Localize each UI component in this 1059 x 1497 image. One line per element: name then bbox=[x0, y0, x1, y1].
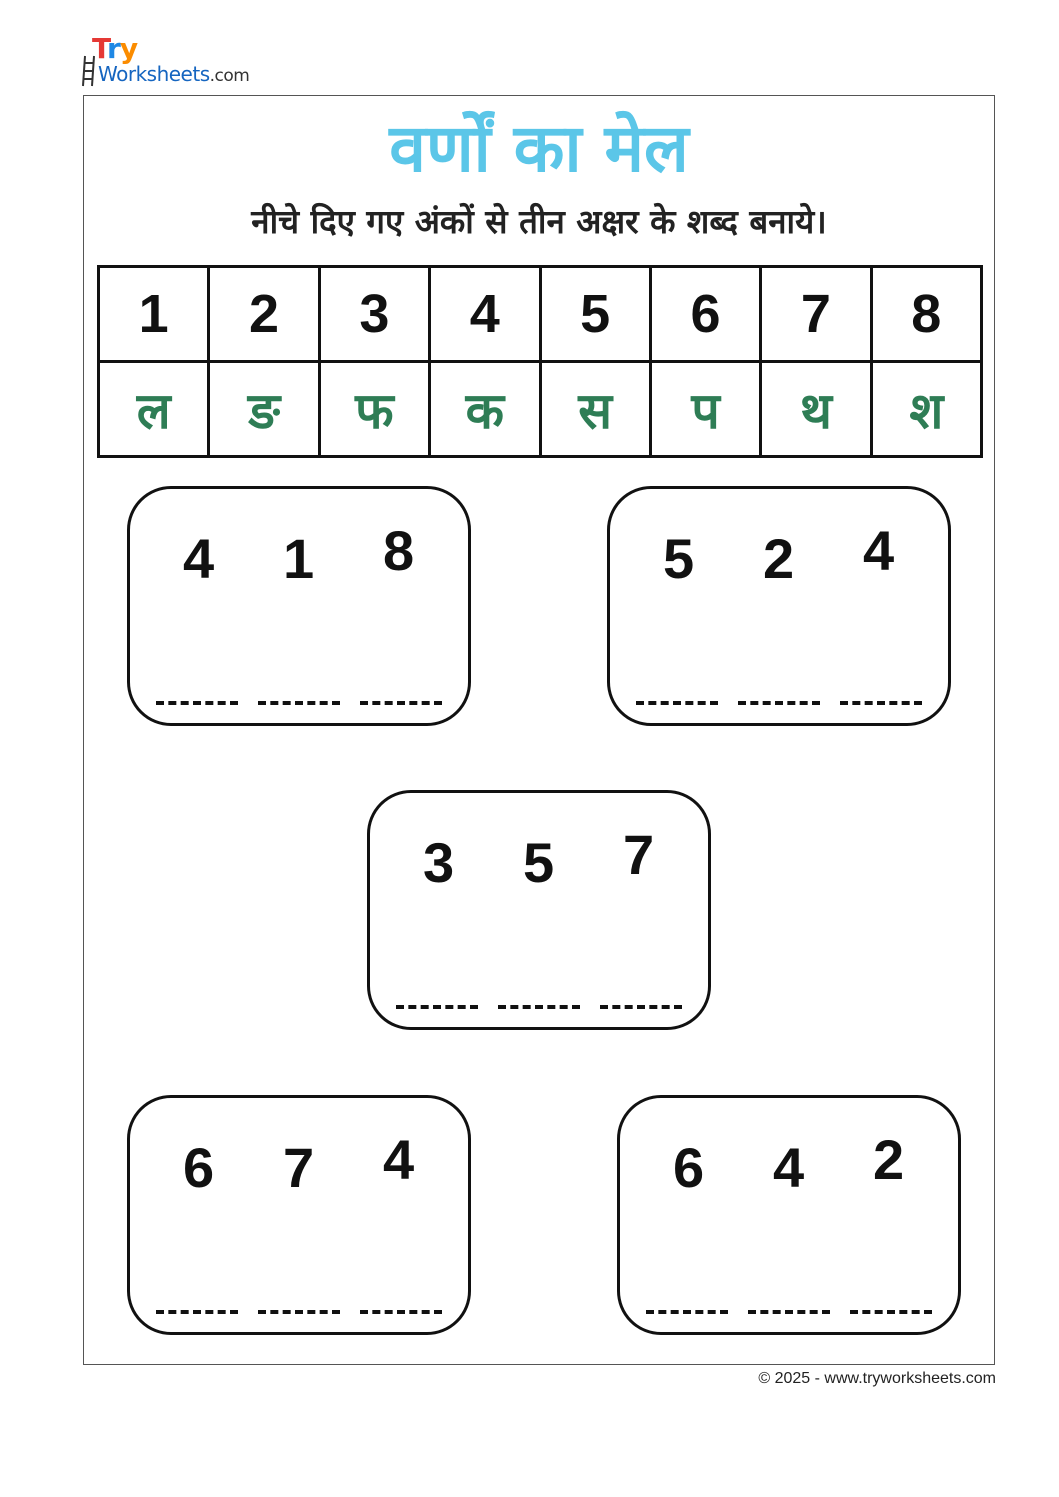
answer-blank[interactable] bbox=[156, 1310, 238, 1314]
answer-blank[interactable] bbox=[360, 1310, 442, 1314]
logo-worksheets-text: Worksheets.com bbox=[98, 62, 250, 86]
key-letter-cell: थ bbox=[761, 362, 871, 457]
answer-blank[interactable] bbox=[748, 1310, 830, 1314]
site-logo bbox=[82, 34, 262, 90]
key-number-cell: 2 bbox=[209, 267, 319, 362]
answer-blank[interactable] bbox=[600, 1005, 682, 1009]
answer-blanks bbox=[396, 1005, 682, 1009]
puzzle-digit: 6 bbox=[673, 1136, 705, 1199]
puzzle-digit: 2 bbox=[763, 527, 795, 590]
puzzle-digit: 6 bbox=[183, 1136, 215, 1199]
puzzle-digit: 1 bbox=[283, 527, 315, 590]
answer-blanks bbox=[156, 701, 442, 705]
key-number-cell: 6 bbox=[650, 267, 760, 362]
puzzle-digit: 7 bbox=[623, 823, 655, 886]
answer-blanks bbox=[156, 1310, 442, 1314]
answer-blanks bbox=[636, 701, 922, 705]
puzzle-box-2 bbox=[607, 486, 951, 726]
key-letter-cell: क bbox=[430, 362, 540, 457]
answer-blank[interactable] bbox=[840, 701, 922, 705]
key-letter-cell: स bbox=[540, 362, 650, 457]
logo-try-text: Try bbox=[92, 32, 138, 65]
key-numbers-row bbox=[99, 267, 982, 362]
key-letter-cell: ङ bbox=[209, 362, 319, 457]
answer-blank[interactable] bbox=[646, 1310, 728, 1314]
puzzle-digit: 2 bbox=[873, 1128, 905, 1191]
puzzle-digit: 5 bbox=[663, 527, 695, 590]
instruction-text: नीचे दिए गए अंकों से तीन अक्षर के शब्द बनाये। bbox=[251, 202, 827, 241]
puzzle-digit: 3 bbox=[423, 831, 455, 894]
answer-blank[interactable] bbox=[636, 701, 718, 705]
copyright-footer: © 2025 - www.tryworksheets.com bbox=[758, 1370, 996, 1387]
puzzle-box-1 bbox=[127, 486, 471, 726]
answer-blank[interactable] bbox=[850, 1310, 932, 1314]
puzzle-box-5 bbox=[617, 1095, 961, 1335]
key-number-cell: 7 bbox=[761, 267, 871, 362]
key-number-cell: 1 bbox=[99, 267, 209, 362]
key-letter-cell: श bbox=[871, 362, 981, 457]
puzzle-digit: 4 bbox=[383, 1128, 415, 1191]
key-letters-row bbox=[99, 362, 982, 457]
answer-blank[interactable] bbox=[360, 701, 442, 705]
answer-blank[interactable] bbox=[258, 1310, 340, 1314]
puzzle-box-3 bbox=[367, 790, 711, 1030]
key-number-cell: 4 bbox=[430, 267, 540, 362]
answer-blank[interactable] bbox=[396, 1005, 478, 1009]
puzzle-digit: 7 bbox=[283, 1136, 315, 1199]
answer-blank[interactable] bbox=[498, 1005, 580, 1009]
key-number-cell: 8 bbox=[871, 267, 981, 362]
key-letter-cell: प bbox=[650, 362, 760, 457]
answer-blank[interactable] bbox=[738, 701, 820, 705]
answer-blank[interactable] bbox=[258, 701, 340, 705]
letter-key-table bbox=[97, 265, 983, 458]
puzzle-digit: 4 bbox=[773, 1136, 805, 1199]
puzzle-digit: 4 bbox=[863, 519, 895, 582]
key-number-cell: 3 bbox=[319, 267, 429, 362]
puzzle-digit: 4 bbox=[183, 527, 215, 590]
key-letter-cell: ल bbox=[99, 362, 209, 457]
puzzle-box-4 bbox=[127, 1095, 471, 1335]
answer-blanks bbox=[646, 1310, 932, 1314]
answer-blank[interactable] bbox=[156, 701, 238, 705]
key-letter-cell: फ bbox=[319, 362, 429, 457]
puzzle-digit: 5 bbox=[523, 831, 555, 894]
key-number-cell: 5 bbox=[540, 267, 650, 362]
puzzle-digit: 8 bbox=[383, 519, 415, 582]
page-title: वर्णों का मेल bbox=[389, 110, 689, 187]
